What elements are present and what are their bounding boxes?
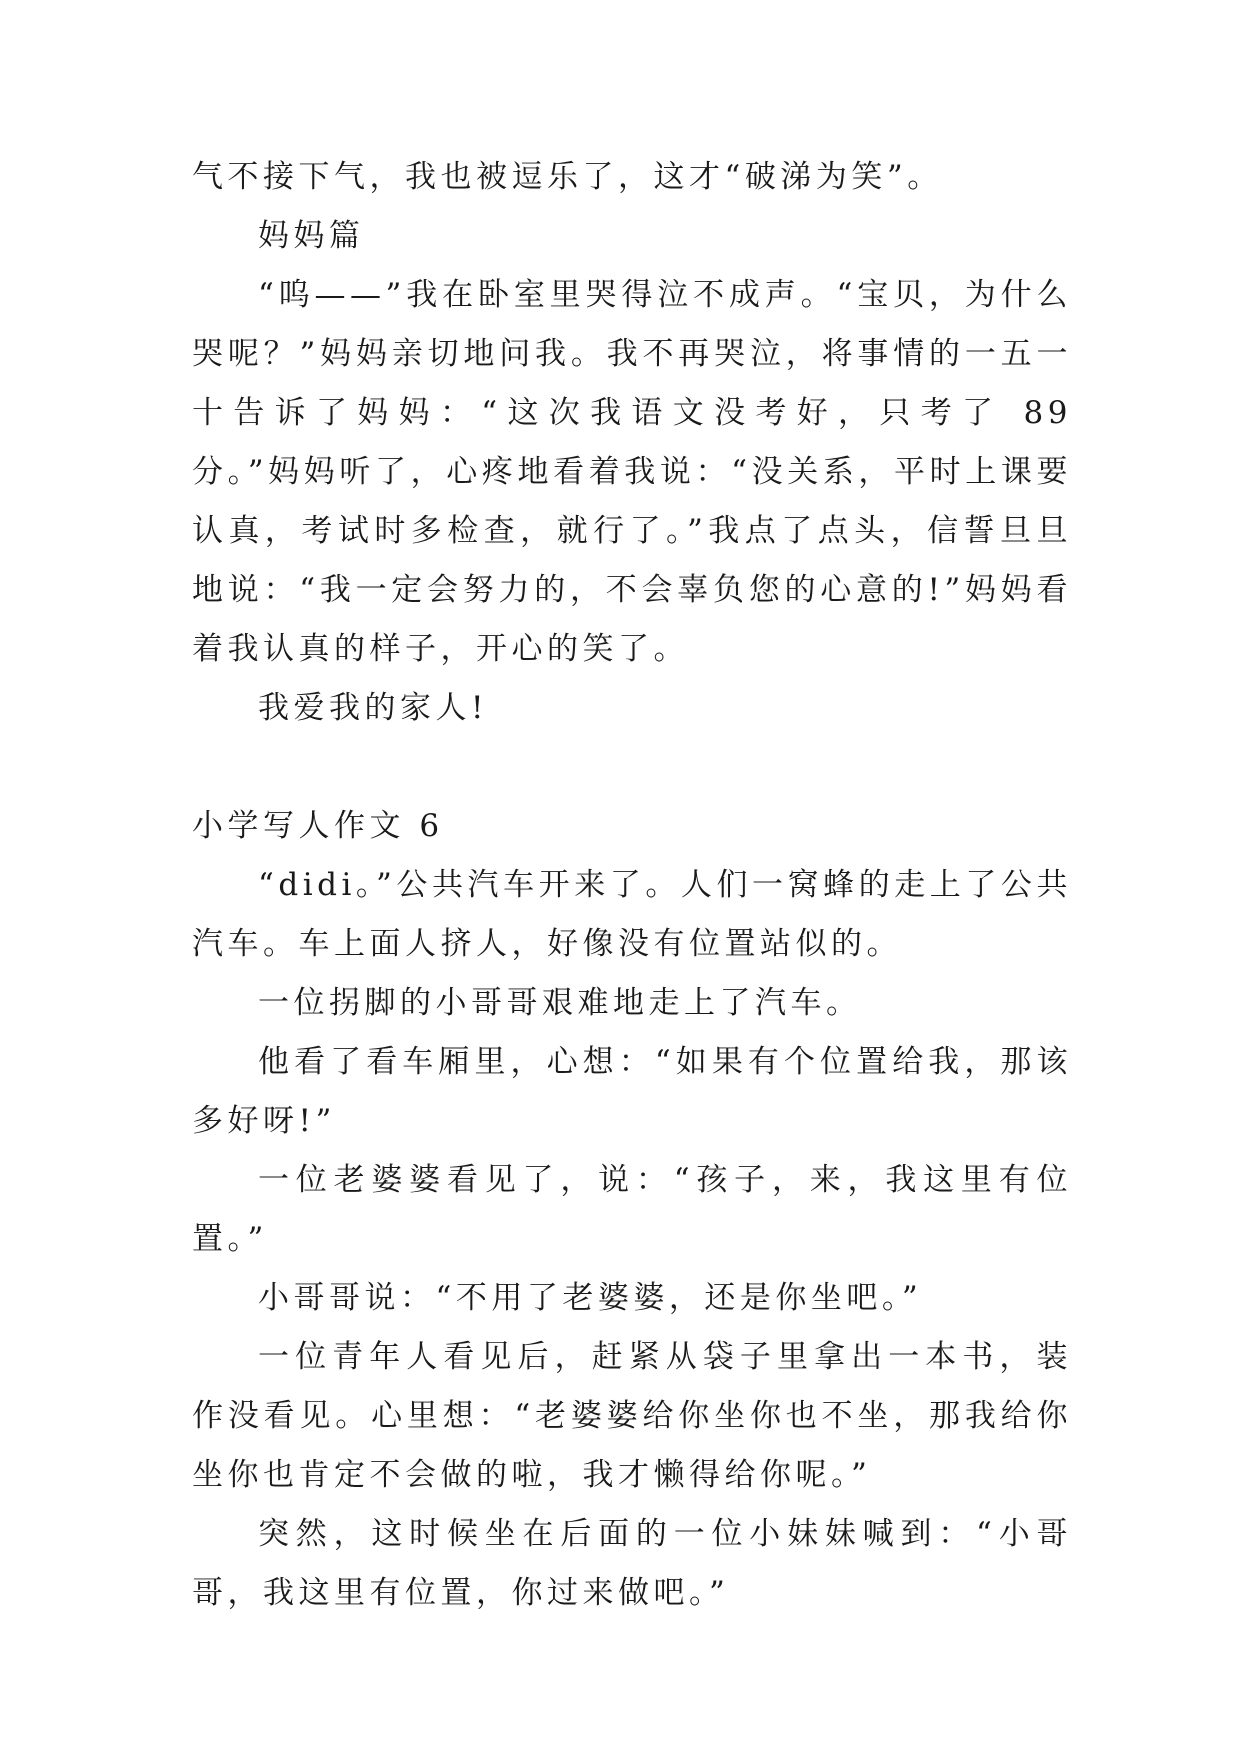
paragraph: 气不接下气，我也被逗乐了，这才“破涕为笑”。 — [192, 159, 943, 195]
paragraph: 我爱我的家人! — [258, 690, 488, 726]
paragraph: “didi。”公共汽车开来了。人们一窝蜂的走上了公共汽车。车上面人挤人，好像没有位置站似的。 — [192, 867, 1072, 962]
section-title: 小学写人作文 6 — [192, 808, 444, 844]
paragraph: 一位老婆婆看见了，说：“孩子，来，我这里有位置。” — [192, 1162, 1072, 1257]
paragraph: 一位拐脚的小哥哥艰难地走上了汽车。 — [258, 985, 862, 1021]
section-spacer — [192, 738, 1072, 797]
subheading-mom: 妈妈篇 — [258, 218, 365, 254]
paragraph: 一位青年人看见后，赶紧从袋子里拿出一本书，装作没看见。心里想：“老婆婆给你坐你也不坐，那我给你坐你也肯定不会做的啦，我才懒得给你呢。” — [192, 1339, 1072, 1493]
document-page — [192, 148, 1072, 1623]
paragraph: 他看了看车厢里，心想：“如果有个位置给我，那该多好呀!” — [192, 1044, 1072, 1139]
paragraph: 突然，这时候坐在后面的一位小妹妹喊到：“小哥哥，我这里有位置，你过来做吧。” — [192, 1516, 1072, 1611]
paragraph: 小哥哥说：“不用了老婆婆，还是你坐吧。” — [258, 1280, 923, 1316]
paragraph: “呜——”我在卧室里哭得泣不成声。“宝贝，为什么哭呢？”妈妈亲切地问我。我不再哭泣，将事情的一五一十告诉了妈妈：“这次我语文没考好，只考了 89 分。”妈妈听了，心疼地看着我说：“没关系，平时上课要认真，考试时多检查，就行了。”我点了点头，信誓旦旦地说：“我一定会努力的，不会辜负您的心意的!”妈妈看着我认真的样子，开心的笑了。 — [192, 277, 1072, 667]
